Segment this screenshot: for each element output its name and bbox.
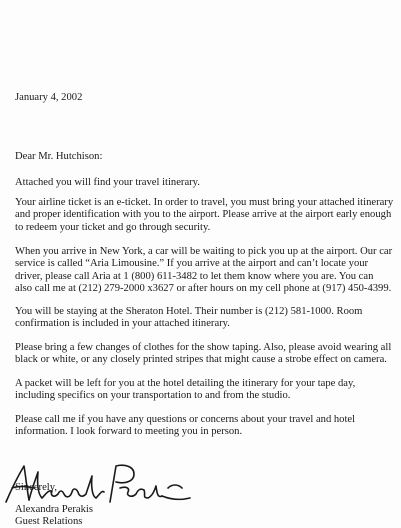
paragraph-line: service is called “Aria Limousine.” If you arrive at the airport and can’t locate your [15, 258, 369, 270]
paragraph-line: Your airline ticket is an e-ticket. In order to travel, you must bring your attached itinerary [15, 197, 394, 208]
closing: Sincerely, [15, 482, 57, 493]
paragraph-packet [15, 378, 399, 403]
paragraph-eticket [15, 197, 399, 234]
paragraph-line: including specifics on your transportation to and from the studio. [15, 390, 291, 402]
paragraph-line: Please call me if you have any questions or concerns about your travel and hotel [15, 414, 356, 425]
paragraph-itinerary [15, 177, 399, 189]
paragraph-line: information. I look forward to meeting you in person. [15, 426, 243, 438]
paragraph-line: Please bring a few changes of clothes for the show taping. Also, please avoid wearing all [15, 342, 392, 353]
paragraph-line: confirmation is included in your attached itinerary. [15, 318, 230, 330]
paragraph-line: to redeem your ticket and go through security. [15, 221, 211, 233]
paragraph-contact [15, 414, 399, 439]
salutation: Dear Mr. Hutchison: [15, 151, 103, 162]
letter-date: January 4, 2002 [15, 92, 83, 103]
paragraph-hotel [15, 306, 399, 331]
paragraph-line: A packet will be left for you at the hotel detailing the itinerary for your tape day, [15, 378, 356, 389]
paragraph-line: black or white, or any closely printed stripes that might cause a strobe effect on camera. [15, 354, 387, 366]
signer-name: Alexandra Perakis [15, 504, 93, 515]
paragraph-line: You will be staying at the Sheraton Hotel. Their number is (212) 581-1000. Room [15, 306, 363, 317]
paragraph-line: When you arrive in New York, a car will be waiting to pick you up at the airport. Our car [15, 246, 393, 257]
paragraph-car-service [15, 246, 399, 296]
paragraph-line: also call me at (212) 279-2000 x3627 or after hours on my cell phone at (917) 450-4399. [15, 283, 392, 295]
paragraph-line: Attached you will find your travel itinerary. [15, 177, 200, 188]
paragraph-clothing [15, 342, 399, 367]
paragraph-line: and proper identification with you to the airport. Please arrive at the airport early enough [15, 209, 392, 221]
paragraph-line: driver, please call Aria at 1 (800) 611-3482 to let them know where you are. You can [15, 270, 374, 282]
signer-title: Guest Relations [15, 516, 83, 527]
handwritten-signature [2, 458, 192, 510]
